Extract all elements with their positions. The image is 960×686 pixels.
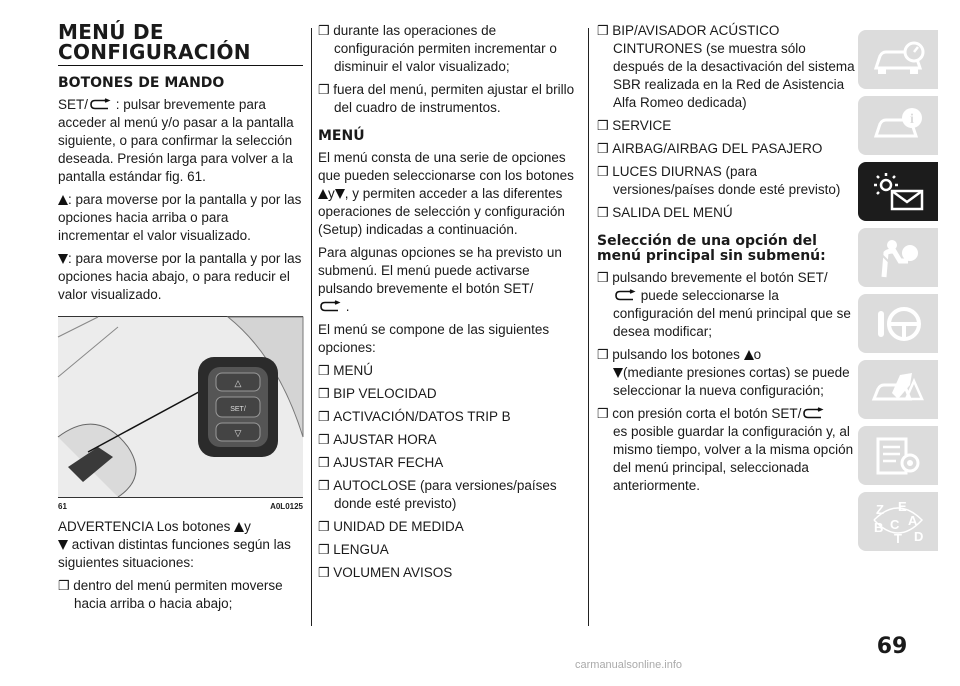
menu-option-item [318,541,576,559]
down-arrow-icon [58,540,68,550]
checkbox-bullet-icon: ❒ [318,478,334,493]
checkbox-bullet-icon: ❒ [318,432,334,447]
menu-option-label: VOLUMEN AVISOS [333,565,453,580]
up-arrow-icon [318,189,328,199]
checkbox-bullet-icon: ❒ [318,542,334,557]
section-title [58,22,303,62]
tab-safety[interactable] [858,228,938,287]
down-arrow-icon [613,368,623,378]
menu-option-label: AIRBAG/AIRBAG DEL PASAJERO [612,141,823,156]
tab-maintenance[interactable] [858,426,938,485]
menu-heading: MENÚ [318,128,365,144]
menu-options-list [318,362,576,582]
menu-option-label: BIP VELOCIDAD [333,386,437,401]
index-letter: C [890,516,900,532]
set-return-icon [802,408,824,419]
page-number: 69 [876,634,908,659]
dashboard-buttons-illustration [58,317,303,497]
list-item: ❒ con presión corta el botón SET/ es posible guardar la configuración y, al mismo tiempo, volver a la misma opción del menú principal, seleccionada anteriormente. [597,406,854,493]
svg-text:i: i [910,111,914,127]
menu-option-item [597,140,855,158]
menu-option-item [597,22,855,112]
tab-information[interactable] [858,96,938,155]
tab-index[interactable] [858,492,938,551]
checkbox-bullet-icon: ❒ [318,455,334,470]
menu-option-item [318,431,576,449]
index-letter: B [874,519,884,535]
menu-option-label: BIP/AVISADOR ACÚSTICO CINTURONES (se muestra sólo después de la desactivación del sistema SBR realizada en la Red de Asistencia Alfa Romeo dedicada) [612,23,855,110]
menu-option-label: SERVICE [612,118,672,133]
up-arrow-icon [234,522,244,532]
title-rule [58,65,303,66]
chapter-tabs [858,30,938,558]
menu-option-item [318,518,576,536]
figure-caption [58,502,303,511]
list-item: ❒ dentro del menú permiten moverse hacia arriba o hacia abajo; [58,578,283,611]
checkbox-bullet-icon: ❒ [597,141,613,156]
figure-code: A0L0125 [270,502,303,511]
index-letter: T [894,530,902,546]
menu-option-label: MENÚ [333,363,374,378]
watermark: carmanualsonline.info [575,659,683,671]
menu-option-label: AUTOCLOSE (para versiones/países donde esté previsto) [333,478,557,511]
set-return-icon [614,290,636,301]
checkbox-bullet-icon: ❒ [318,565,334,580]
menu-option-label: LENGUA [333,542,389,557]
menu-options-list-continued [597,22,855,222]
tab-dashboard[interactable] [858,30,938,89]
list-item: ❒ pulsando los botones o (mediante presiones cortas) se puede seleccionar la nueva configuración; [597,347,850,398]
menu-option-label: LUCES DIURNAS (para versiones/países donde esté previsto) [612,164,841,197]
section-title-line1: MENÚ DE [58,20,164,44]
index-letter: D [914,528,924,544]
selection-heading: Selección de una opción del menú principal sin submenú: [597,233,826,264]
submenu-description: Para algunas opciones se ha previsto un submenú. El menú puede activarse pulsando brevemente el botón SET/ . [318,245,562,314]
column-2 [318,22,576,587]
list-item: ❒ pulsando brevemente el botón SET/ puede seleccionarse la configuración del menú principal que se desea modificar; [597,270,851,339]
checkbox-bullet-icon: ❒ [318,363,334,378]
menu-option-item [318,477,576,513]
seatbelt-airbag-icon [870,237,926,279]
column-1 [58,22,303,618]
warning-paragraph: ADVERTENCIA Los botones y activan distintas funciones según las siguientes situaciones: [58,519,291,570]
tab-emergency[interactable] [858,360,938,419]
menu-option-label: AJUSTAR FECHA [333,455,444,470]
set-return-icon [89,99,111,110]
down-button-description: : para moverse por la pantalla y por las opciones hacia abajo, o para reducir el valor visualizado. [58,251,302,302]
checkbox-bullet-icon: ❒ [597,23,613,38]
car-gauge-icon [870,40,926,80]
menu-option-label: AJUSTAR HORA [333,432,437,447]
set-button-description: SET/ : pulsar brevemente para acceder al menú y/o pasar a la pantalla siguiente, o para confirmar la selección deseada. Presión larga para volver a la pantalla estándar fig. 61. [58,97,294,184]
warning-light-envelope-icon [870,171,926,213]
menu-option-item [318,362,576,380]
menu-option-item [318,385,576,403]
index-letter: E [898,498,907,514]
figure-set-label: SET/ [230,406,246,413]
car-tools-icon [870,369,926,411]
up-arrow-icon [744,350,754,360]
menu-option-label: UNIDAD DE MEDIDA [333,519,464,534]
column-3 [597,22,855,500]
tab-warning-lights[interactable] [858,162,938,221]
menu-option-item [597,204,855,222]
column-divider [311,28,312,626]
subsection-title: BOTONES DE MANDO [58,75,225,91]
checkbox-bullet-icon: ❒ [597,118,613,133]
checkbox-bullet-icon: ❒ [318,519,334,534]
steering-wheel-icon [870,303,926,345]
menu-option-item [597,163,855,199]
list-item: ❒ fuera del menú, permiten ajustar el brillo del cuadro de instrumentos. [318,82,575,115]
down-arrow-icon [335,189,345,199]
list-item: ❒ durante las operaciones de configuración permiten incrementar o disminuir el valor visualizado; [318,23,557,74]
checkbox-bullet-icon: ❒ [318,409,334,424]
index-letters-icon [868,498,928,546]
menu-option-item [318,408,576,426]
up-arrow-icon [58,195,68,205]
column-divider [588,28,589,626]
section-title-line2: CONFIGURACIÓN [58,40,251,64]
menu-option-item [318,564,576,582]
menu-description: El menú consta de una serie de opciones que pueden seleccionarse con los botones y , y permiten acceder a las diferentes operaciones de selección y configuración (Setup) indicadas a continuación. [318,150,574,237]
checkbox-bullet-icon: ❒ [597,164,613,179]
checklist-gear-icon [870,435,926,477]
checkbox-bullet-icon: ❒ [318,386,334,401]
menu-option-label: ACTIVACIÓN/DATOS TRIP B [333,409,511,424]
figure-number: 61 [58,502,67,511]
menu-option-item [597,117,855,135]
options-intro: El menú se compone de las siguientes opciones: [318,322,550,355]
index-letter: A [908,512,918,528]
set-return-icon [319,301,341,312]
down-arrow-icon [58,254,68,264]
figure-61 [58,316,303,511]
menu-option-item [318,454,576,472]
checkbox-bullet-icon: ❒ [597,205,613,220]
figure-up-label: △ [234,378,242,388]
menu-option-label: SALIDA DEL MENÚ [612,205,733,220]
tab-driving[interactable] [858,294,938,353]
up-button-description: : para moverse por la pantalla y por las opciones hacia arriba o para incrementar el valor visualizado. [58,192,302,243]
figure-down-label: ▽ [234,428,242,438]
index-letter: Z [876,501,884,517]
car-info-icon [870,106,926,146]
